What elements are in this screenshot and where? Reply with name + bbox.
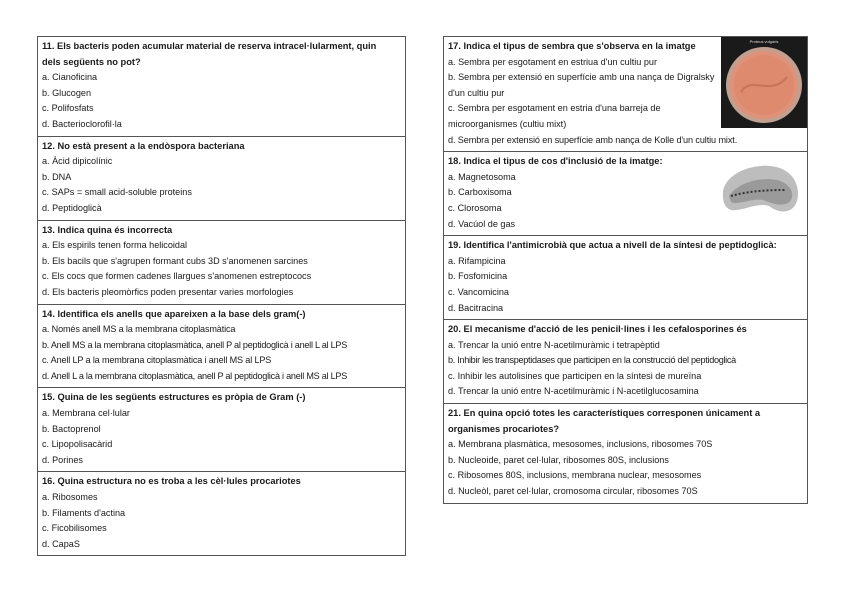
question-18 — [443, 152, 808, 236]
question-19 — [443, 236, 808, 320]
question-title: 20. El mecanisme d'acció de les penicil·lines i les cefalosporines és — [448, 324, 747, 335]
option: c. Clorosoma — [448, 202, 502, 213]
option: a. Sembra per esgotament en estriua d'un cultiu pur — [448, 56, 657, 67]
option: a. Àcid dipicolínic — [42, 156, 113, 167]
question-21 — [443, 404, 808, 504]
option: b. Filaments d'actina — [42, 507, 126, 518]
image-label: Proteus vulgaris — [749, 39, 779, 44]
option: b. Els bacils que s'agrupen formant cubs 3D s'anomenen sarcines — [42, 255, 308, 266]
option: c. Polifosfats — [42, 103, 94, 114]
question-12 — [37, 137, 406, 221]
option: b. DNA — [42, 171, 72, 182]
question-title: 11. Els bacteris poden acumular material de reserva intracel·lularment, quin dels següents no pot? — [42, 41, 377, 67]
option: d. Peptidoglicà — [42, 202, 102, 213]
question-title: 18. Indica el tipus de cos d'inclusió de la imatge: — [448, 156, 663, 167]
option: b. Fosfomicina — [448, 271, 508, 282]
option: d. Trencar la unió entre N-acetilmuràmic i N-acetilglucosamina — [448, 386, 699, 397]
option: a. Trencar la unió entre N-acetilmuràmic i tetrapèptid — [448, 339, 660, 350]
option: d. Bacterioclorofil·la — [42, 118, 122, 129]
option: d. Anell L a la membrana citoplasmàtica, anell P al peptidoglicà i anell MS al LPS — [42, 370, 348, 381]
option: b. Bactoprenol — [42, 423, 101, 434]
question-title: 19. Identifica l'antimicrobià que actua a nivell de la síntesi de peptidoglicà: — [448, 240, 777, 251]
option: c. Inhibir les autolisines que participen en la síntesi de mureïna — [448, 370, 702, 381]
question-11 — [37, 36, 406, 137]
bacterium-micrograph-icon — [715, 156, 803, 226]
question-20 — [443, 320, 808, 404]
petri-dish-image — [721, 37, 807, 128]
petri-dish-icon — [721, 37, 807, 128]
option: c. Vancomicina — [448, 286, 509, 297]
question-16 — [37, 472, 406, 556]
option: d. Bacitracina — [448, 302, 504, 313]
option: c. Ficobilisomes — [42, 523, 107, 534]
option: c. Els cocs que formen cadenes llargues s'anomenen estreptococs — [42, 271, 312, 282]
option: d. Porines — [42, 454, 83, 465]
question-title: 16. Quina estructura no es troba a les cèl·lules procariotes — [42, 476, 301, 487]
question-15 — [37, 388, 406, 472]
option: b. Nucleoide, paret cel·lular, ribosomes 80S, inclusions — [448, 454, 669, 465]
right-column — [443, 36, 808, 504]
option: b. Glucogen — [42, 87, 92, 98]
option: b. Carboxisoma — [448, 187, 512, 198]
option: a. Membrana cel·lular — [42, 408, 130, 419]
question-title: 15. Quina de les següents estructures es pròpia de Gram (-) — [42, 392, 306, 403]
option: b. Inhibir les transpeptidases que participen en la construcció del peptidoglicà — [448, 355, 736, 366]
option: b. Sembra per extensió en superfície amb una nança de Digralsky d'un cultiu pur — [448, 72, 715, 98]
option: a. Membrana plasmàtica, mesosomes, inclusions, ribosomes 70S — [448, 439, 713, 450]
option: c. Ribosomes 80S, inclusions, membrana nuclear, mesosomes — [448, 470, 702, 481]
question-13 — [37, 221, 406, 305]
option: a. Rifampicina — [448, 255, 506, 266]
option: c. SAPs = small acid-soluble proteins — [42, 187, 192, 198]
option: d. Nucleòl, paret cel·lular, cromosoma circular, ribosomes 70S — [448, 486, 698, 497]
option: a. Magnetosoma — [448, 171, 516, 182]
option: c. Lipopolisacàrid — [42, 439, 113, 450]
option: a. Els espirils tenen forma helicoidal — [42, 240, 188, 251]
question-title: 21. En quina opció totes les característiques corresponen únicament a organismes procariotes? — [448, 408, 761, 434]
option: b. Anell MS a la membrana citoplasmàtica, anell P al peptidoglicà i anell L al LPS — [42, 339, 348, 350]
option: d. Els bacteris pleomòrfics poden presentar varies morfologies — [42, 286, 294, 297]
question-title: 13. Indica quina és incorrecta — [42, 224, 173, 235]
option: d. Sembra per extensió en superfície amb nança de Kolle d'un cultiu mixt. — [448, 134, 738, 145]
option: d. CapaS — [42, 538, 80, 549]
option: d. Vacúol de gas — [448, 218, 516, 229]
option: c. Anell LP a la membrana citoplasmàtica i anell MS al LPS — [42, 355, 272, 366]
option: a. Només anell MS a la membrana citoplasmàtica — [42, 324, 236, 335]
option: a. Cianoficina — [42, 72, 98, 83]
question-title: 14. Identifica els anells que apareixen a la base dels gram(-) — [42, 308, 306, 319]
question-title: 12. No està present a la endòspora bacteriana — [42, 140, 245, 151]
option: a. Ribosomes — [42, 492, 98, 503]
question-title: 17. Indica el tipus de sembra que s'observa en la imatge — [448, 41, 696, 51]
question-14 — [37, 305, 406, 389]
question-17 — [443, 36, 808, 152]
left-column — [37, 36, 406, 556]
option: c. Sembra per esgotament en estria d'una barreja de microorganismes (cultiu mixt) — [448, 103, 661, 129]
